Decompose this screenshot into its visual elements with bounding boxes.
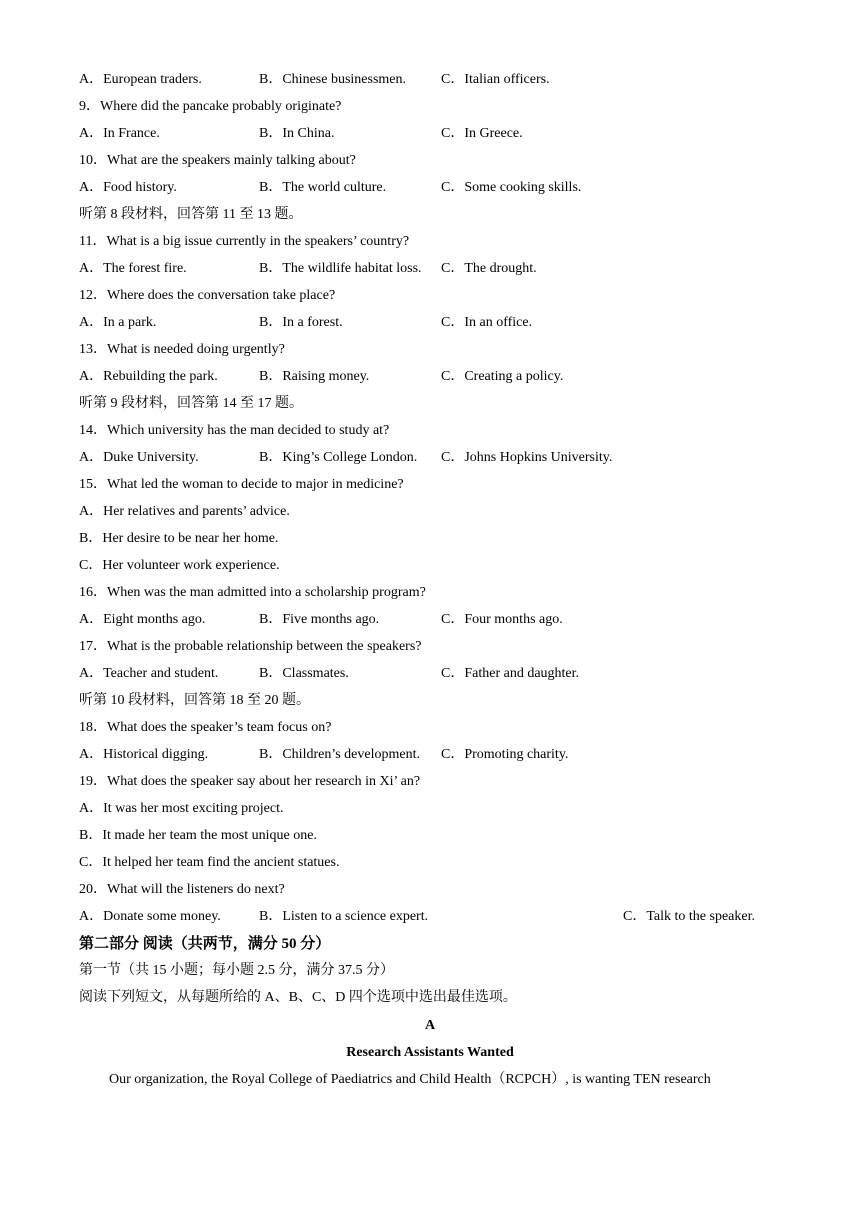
subsection-heading: 第一节（共 15 小题；每小题 2.5 分，满分 37.5 分） bbox=[79, 963, 394, 978]
option-a: A．Historical digging. bbox=[79, 747, 209, 762]
question-line: 听第 10 段材料，回答第 18 至 20 题。 bbox=[79, 693, 310, 708]
passage-label: A bbox=[424, 1018, 436, 1033]
question-line: B．It made her team the most unique one. bbox=[79, 828, 317, 843]
question-line: 11．What is a big issue currently in the speakers’ country? bbox=[79, 234, 410, 249]
question-line: A．It was her most exciting project. bbox=[79, 801, 284, 816]
question-line: 10．What are the speakers mainly talking about? bbox=[79, 153, 356, 168]
option-b: B．Classmates. bbox=[259, 666, 349, 681]
option-b: B．The wildlife habitat loss. bbox=[259, 261, 422, 276]
option-c: C．Promoting charity. bbox=[441, 747, 569, 762]
option-b: B．The world culture. bbox=[259, 180, 387, 195]
option-b: B．Chinese businessmen. bbox=[259, 72, 406, 87]
instruction-text: 阅读下列短文，从每题所给的 A、B、C、D 四个选项中选出最佳选项。 bbox=[79, 990, 517, 1005]
option-b: B．King’s College London. bbox=[259, 450, 418, 465]
question-line: B．Her desire to be near her home. bbox=[79, 531, 279, 546]
option-c: C．Some cooking skills. bbox=[441, 180, 582, 195]
option-a: A．European traders. bbox=[79, 72, 202, 87]
option-c: C．Johns Hopkins University. bbox=[441, 450, 613, 465]
question-line: 15．What led the woman to decide to major in medicine? bbox=[79, 477, 404, 492]
option-a: A．Duke University. bbox=[79, 450, 199, 465]
option-c: C．Father and daughter. bbox=[441, 666, 580, 681]
option-b: B．In China. bbox=[259, 126, 335, 141]
passage-title: Research Assistants Wanted bbox=[346, 1045, 514, 1060]
option-a: A．Teacher and student. bbox=[79, 666, 219, 681]
option-c: C．Italian officers. bbox=[441, 72, 550, 87]
option-a: A．Eight months ago. bbox=[79, 612, 206, 627]
option-c: C．Creating a policy. bbox=[441, 369, 564, 384]
question-line: 听第 8 段材料，回答第 11 至 13 题。 bbox=[79, 207, 303, 222]
option-c: C．In Greece. bbox=[441, 126, 523, 141]
option-c: C．The drought. bbox=[441, 261, 537, 276]
question-line: 13．What is needed doing urgently? bbox=[79, 342, 285, 357]
question-line: 18．What does the speaker’s team focus on? bbox=[79, 720, 332, 735]
question-line: 16．When was the man admitted into a scholarship program? bbox=[79, 585, 426, 600]
option-b: B．Raising money. bbox=[259, 369, 370, 384]
option-a: A．Rebuilding the park. bbox=[79, 369, 218, 384]
option-b: B．Children’s development. bbox=[259, 747, 420, 762]
question-line: A．Her relatives and parents’ advice. bbox=[79, 504, 290, 519]
option-c: C．In an office. bbox=[441, 315, 533, 330]
passage-first-line: Our organization, the Royal College of Paediatrics and Child Health（RCPCH）, is wanting TEN research bbox=[109, 1072, 711, 1087]
question-line: 12．Where does the conversation take place? bbox=[79, 288, 336, 303]
option-b: B．Five months ago. bbox=[259, 612, 380, 627]
question-line: C．It helped her team find the ancient statues. bbox=[79, 855, 340, 870]
option-b: B．In a forest. bbox=[259, 315, 343, 330]
option-a: A．In France. bbox=[79, 126, 160, 141]
option-a: A．Donate some money. bbox=[79, 909, 221, 924]
option-c: C．Four months ago. bbox=[441, 612, 563, 627]
section-title: 第二部分 阅读（共两节，满分 50 分） bbox=[79, 936, 331, 952]
question-line: 19．What does the speaker say about her research in Xi’ an? bbox=[79, 774, 421, 789]
option-a: A．The forest fire. bbox=[79, 261, 187, 276]
option-a: A．In a park. bbox=[79, 315, 157, 330]
question-line: 听第 9 段材料，回答第 14 至 17 题。 bbox=[79, 396, 303, 411]
question-line: 14．Which university has the man decided to study at? bbox=[79, 423, 390, 438]
option-a: A．Food history. bbox=[79, 180, 177, 195]
question-line: 17．What is the probable relationship between the speakers? bbox=[79, 639, 422, 654]
question-line: 20．What will the listeners do next? bbox=[79, 882, 285, 897]
option-c: C．Talk to the speaker. bbox=[623, 909, 755, 924]
question-line: C．Her volunteer work experience. bbox=[79, 558, 280, 573]
option-b: B．Listen to a science expert. bbox=[259, 909, 429, 924]
question-line: 9．Where did the pancake probably originate? bbox=[79, 99, 342, 114]
